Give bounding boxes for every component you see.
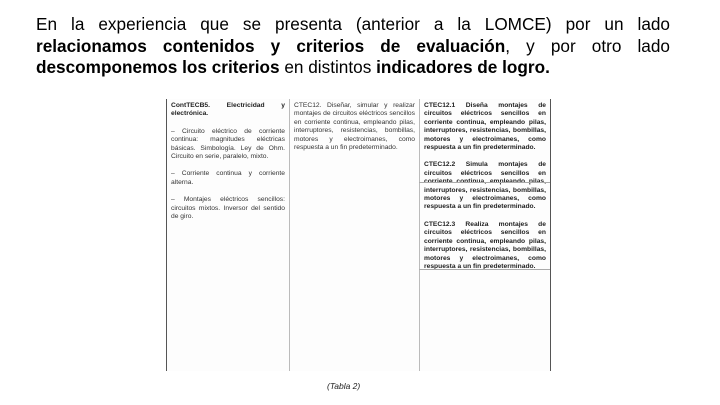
intro-text-3: en distintos	[279, 57, 377, 77]
criteria-text: CTEC12. Diseñar, simular y realizar montajes de circuitos eléctricos sencillos en corriente continua, empleando pilas, interruptores, resistencias, bombillas, motores y electroimanes, como respuesta a un fin predeterminado.	[294, 102, 415, 152]
contents-header: ContTECB5. Electricidad y electrónica.	[171, 102, 285, 118]
contents-item: – Circuito eléctrico de corriente continua: magnitudes eléctricas básicas. Simbología. Ley de Ohm. Circuito en serie, paralelo, mixto.	[171, 127, 285, 161]
intro-bold-2: descomponemos los criterios	[36, 57, 280, 77]
contents-column	[167, 99, 289, 371]
intro-text-1: En la experiencia que se presenta (anterior a la LOMCE) por un lado	[36, 14, 670, 34]
indicator-item: CTEC12.1 Diseña montajes de circuitos eléctricos sencillos en corriente continua, empleando pilas, interruptores, resistencias, bombillas, motores y electroimanes, como respuesta a un fin predeterminado.	[424, 102, 546, 152]
intro-bold-1: relacionamos contenidos y criterios de evaluación	[36, 35, 506, 56]
indicator-divider	[419, 269, 550, 270]
indicator-item: CTEC12.3 Realiza montajes de circuitos eléctricos sencillos en corriente continua, empleando pilas, interruptores, resistencias, bombillas, motores y electroimanes, como respuesta a un fin predeterminado.	[424, 220, 546, 270]
intro-bold-3: indicadores de logro.	[376, 57, 550, 77]
contents-item: – Corriente continua y corriente alterna.	[171, 170, 285, 186]
indicator-item: CTEC12.2 Simula montajes de circuitos eléctricos sencillos en corriente continua, empleando pilas, interruptores, resistencias, bombillas, motores y electroimanes, como respuesta a un fin predeterminado.	[424, 161, 546, 211]
intro-paragraph	[36, 14, 670, 79]
indicator-divider	[419, 182, 550, 183]
criteria-column	[289, 99, 419, 371]
curriculum-table	[166, 99, 551, 371]
contents-item: – Montajes eléctricos sencillos: circuitos mixtos. Inversor del sentido de giro.	[171, 196, 285, 221]
intro-text-2: , y por otro lado	[505, 35, 670, 56]
table-caption: (Tabla 2)	[327, 381, 361, 391]
indicators-column	[419, 99, 550, 371]
